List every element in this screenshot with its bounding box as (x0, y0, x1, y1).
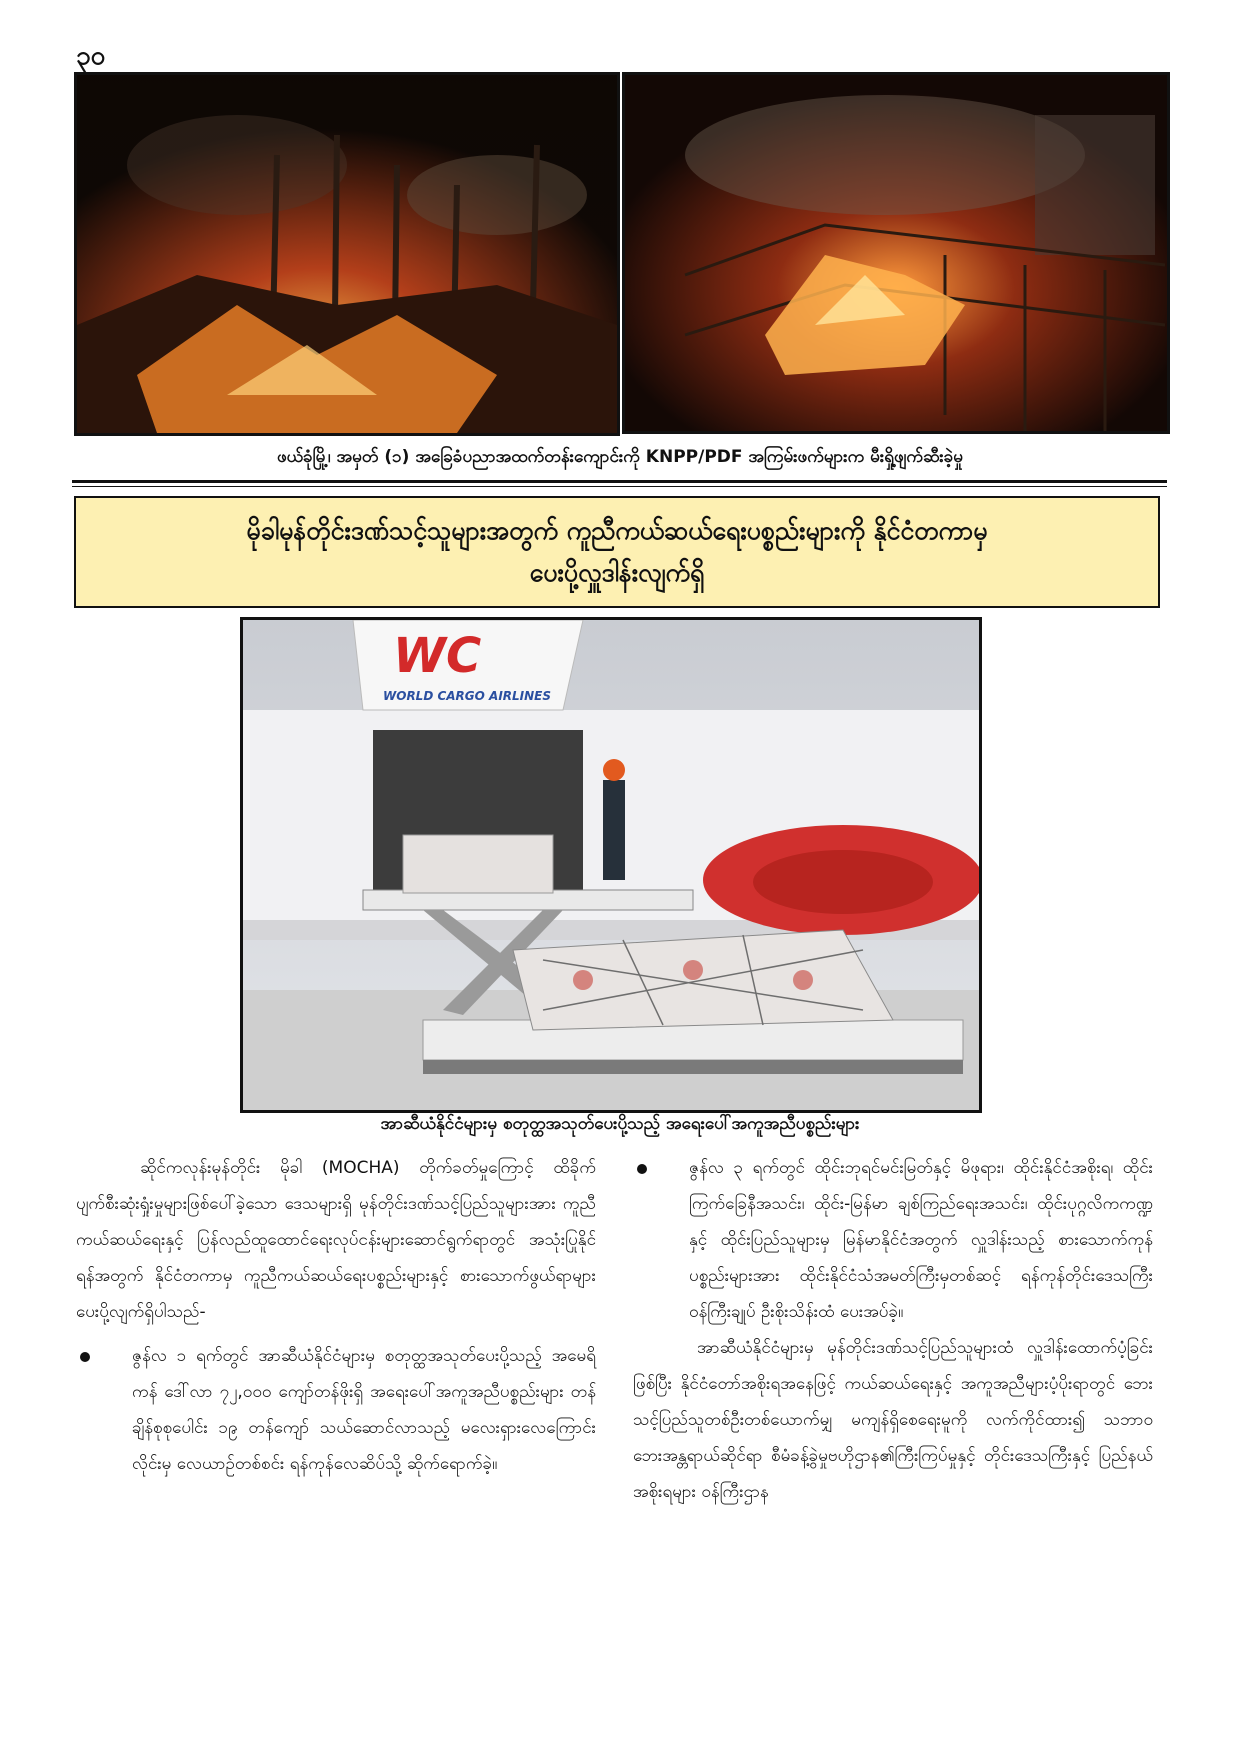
bullet-text-june-3: ဇွန်လ ၃ ရက်တွင် ထိုင်းဘုရင်မင်းမြတ်နှင့် မိဖုရား၊ ထိုင်းနိုင်ငံအစိုးရ၊ ထိုင်းကြက်ခြေနီအသင်း၊ ထိုင်း-မြန်မာ ချစ်ကြည်ရေးအသင်း၊ ထိုင်းပုဂ္ဂလိကကဏ္ဍနှင့် ထိုင်းပြည်သူများမှ မြန်မာနိုင်ငံအတွက် လှူဒါန်းသည့် စားသောက်ကုန်ပစ္စည်းများအား ထိုင်းနိုင်ငံသံအမတ်ကြီးမှတစ်ဆင့် ရန်ကုန်တိုင်းဒေသကြီး ဝန်ကြီးချုပ် ဦးစိုးသိန်းထံ ပေးအပ်ခဲ့။ (689, 1158, 1153, 1322)
page-number: ၃၀ (76, 41, 106, 71)
divider-thin (72, 486, 1167, 487)
photo-caption-cargo: အာဆီယံနိုင်ငံများမှ စတုတ္ထအသုတ်ပေးပို့သည့် အရေးပေါ်အကူအညီပစ္စည်းများ (380, 1114, 860, 1134)
headline-line-1: မိုခါမုန်တိုင်းဒဏ်သင့်သူများအတွက် ကူညီကယ်ဆယ်ရေးပစ္စည်းများကို နိုင်ငံတကာမှ (246, 515, 988, 545)
bullet-item-june-3 (633, 1150, 1153, 1330)
bullet-dot-icon (637, 1164, 647, 1174)
photo-caption-fire: ဖယ်ခုံမြို့၊ အမှတ် (၁) အခြေခံပညာအထက်တန်းကျောင်းကို KNPP/PDF အကြမ်းဖက်များက မီးရှို့ဖျက်ဆီးခဲ့မှု (276, 447, 964, 467)
divider-thick (72, 480, 1167, 483)
bullet-text-june-1: ဇွန်လ ၁ ရက်တွင် အာဆီယံနိုင်ငံများမှ စတုတ္ထအသုတ်ပေးပို့သည့် အမေရိကန် ဒေါ်လာ ၇၂,၀၀၀ ကျော်တန်ဖိုးရှိ အရေးပေါ်အကူအညီပစ္စည်းများ တန်ချိန်စုစုပေါင်း ၁၉ တန်ကျော် သယ်ဆောင်လာသည့် မလေးရှားလေကြောင်းလိုင်းမှ လေယာဉ်တစ်စင်း ရန်ကုန်လေဆိပ်သို့ ဆိုက်ရောက်ခဲ့။ (132, 1346, 596, 1474)
right-column (633, 1150, 1153, 1510)
intro-paragraph: ဆိုင်ကလုန်းမုန်တိုင်း မိုခါ (MOCHA) တိုက်ခတ်မှုကြောင့် ထိခိုက်ပျက်စီးဆုံးရှုံးမှုများဖြစ်ပေါ်ခဲ့သော ဒေသများရှိ မုန်တိုင်းဒဏ်သင့်ပြည်သူများအား ကူညီကယ်ဆယ်ရေးနှင့် ပြန်လည်ထူထောင်ရေးလုပ်ငန်းများဆောင်ရွက်ရာတွင် အသုံးပြုနိုင်ရန်အတွက် နိုင်ငံတကာမှ ကူညီကယ်ဆယ်ရေးပစ္စည်းများနှင့် စားသောက်ဖွယ်ရာများ ပေးပို့လျက်ရှိပါသည်- (76, 1158, 596, 1322)
burning-school-photo-left (74, 72, 620, 436)
headline-box (74, 496, 1160, 608)
bullet-item-june-1 (76, 1338, 596, 1482)
asean-paragraph: အာဆီယံနိုင်ငံများမှ မုန်တိုင်းဒဏ်သင့်ပြည်သူများထံ လှူဒါန်းထောက်ပံ့ခြင်းဖြစ်ပြီး နိုင်ငံတော်အစိုးရအနေဖြင့် ကယ်ဆယ်ရေးနှင့် အကူအညီများပံ့ပိုးရာတွင် ဘေးသင့်ပြည်သူတစ်ဦးတစ်ယောက်မျှ မကျန်ရှိစေရေးမူကို လက်ကိုင်ထား၍ သဘာဝဘေးအန္တရာယ်ဆိုင်ရာ စီမံခန့်ခွဲမှုဗဟိုဌာန၏ကြီးကြပ်မှုနှင့် တိုင်းဒေသကြီးနှင့် ပြည်နယ်အစိုးရများ ဝန်ကြီးဌာန (633, 1338, 1153, 1502)
bullet-dot-icon (80, 1352, 90, 1362)
cargo-plane-photo (240, 617, 982, 1113)
airline-name: WORLD CARGO AIRLINES (383, 689, 552, 703)
burning-school-photo-right (622, 72, 1170, 434)
headline-line-2: ပေးပို့လှူဒါန်းလျက်ရှိ (529, 558, 705, 587)
left-column (76, 1150, 596, 1482)
airline-logo: WC (393, 628, 482, 684)
